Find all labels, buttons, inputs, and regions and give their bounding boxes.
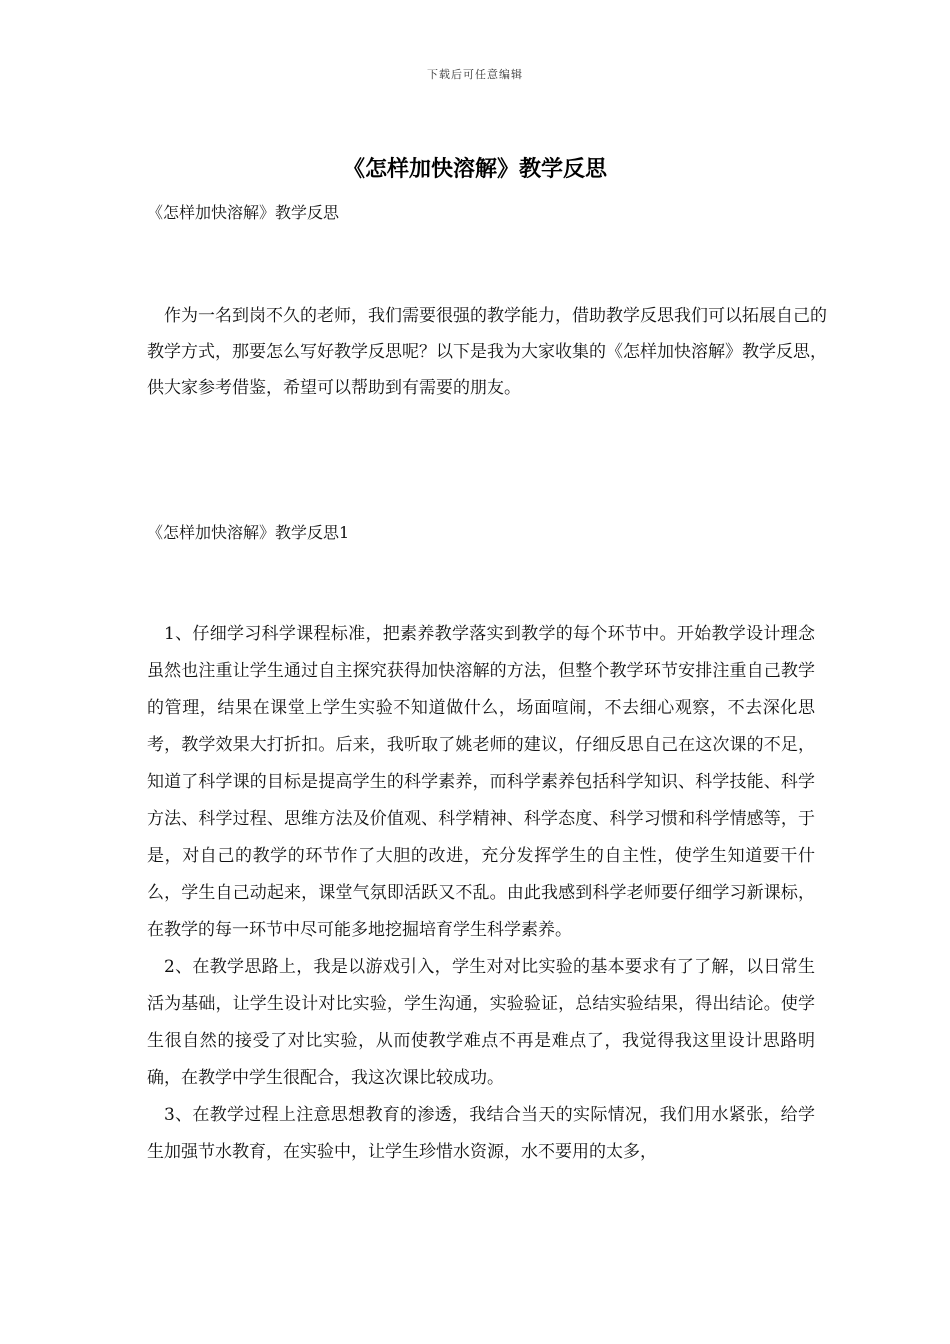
intro-paragraph: 作为一名到岗不久的老师，我们需要很强的教学能力，借助教学反思我们可以拓展自己的教学方式，那要怎么写好教学反思呢？以下是我为大家收集的《怎样加快溶解》教学反思，供大家参考借鉴，希望可以帮助到有需要的朋友。 [147,306,827,398]
document-subtitle: 《怎样加快溶解》教学反思 [147,203,340,222]
header-note: 下载后可任意编辑 [427,68,523,81]
body-paragraph-3: 3、在教学过程上注意思想教育的渗透，我结合当天的实际情况，我们用水紧张，给学生加强节水教育，在实验中，让学生珍惜水资源，水不要用的太多， [147,1105,815,1162]
section-heading: 《怎样加快溶解》教学反思1 [147,523,350,542]
body-paragraph-2: 2、在教学思路上，我是以游戏引入，学生对对比实验的基本要求有了了解，以日常生活为基础，让学生设计对比实验，学生沟通，实验验证，总结实验结果，得出结论。使学生很自然的接受了对比实验，从而使教学难点不再是难点了，我觉得我这里设计思路明确，在教学中学生很配合，我这次课比较成功。 [147,957,815,1088]
document-title: 《怎样加快溶解》教学反思 [342,156,607,182]
body-text [147,616,815,1171]
body-paragraph-1: 1、仔细学习科学课程标准，把素养教学落实到教学的每个环节中。开始教学设计理念虽然也注重让学生通过自主探究获得加快溶解的方法，但整个教学环节安排注重自己教学的管理，结果在课堂上学生实验不知道做什么，场面喧闹，不去细心观察，不去深化思考，教学效果大打折扣。后来，我听取了姚老师的建议，仔细反思自己在这次课的不足，知道了科学课的目标是提高学生的科学素养，而科学素养包括科学知识、科学技能、科学方法、科学过程、思维方法及价值观、科学精神、科学态度、科学习惯和科学情感等，于是，对自己的教学的环节作了大胆的改进，充分发挥学生的自主性，使学生知道要干什么，学生自己动起来，课堂气氛即活跃又不乱。由此我感到科学老师要仔细学习新课标，在教学的每一环节中尽可能多地挖掘培育学生科学素养。 [147,624,815,940]
